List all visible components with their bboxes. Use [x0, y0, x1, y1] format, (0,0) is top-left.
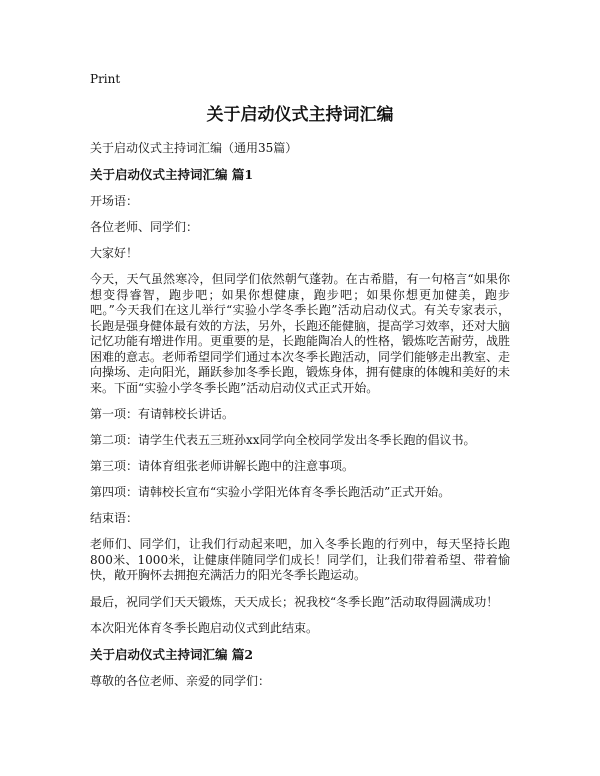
paragraph: 第四项：请韩校长宣布“实验小学阳光体育冬季长跑活动”正式开始。: [90, 485, 451, 499]
section-2: [90, 647, 510, 689]
section-heading: 关于启动仪式主持词汇编 篇1: [90, 167, 254, 182]
paragraph: 第二项：请学生代表五三班孙xx同学向全校同学发出冬季长跑的倡议书。: [90, 433, 476, 447]
paragraph: 第三项：请体育组张老师讲解长跑中的注意事项。: [90, 459, 355, 473]
paragraph: 大家好！: [90, 246, 139, 260]
paragraph: 本次阳光体育冬季长跑启动仪式到此结束。: [90, 620, 319, 635]
paragraph: 今天，天气虽然寒冷，但同学们依然朝气蓬勃。在古希腊，有一句格言“如果你想变得睿智，跑步吧；如果你想健康，跑步吧；如果你想更加健美，跑步吧。”今天我们在这儿举行“实验小学冬季长跑”活动启动仪式。有关专家表示，长跑是强身健体最有效的方法，另外，长跑还能健脑，提高学习效率，还对大脑记忆功能有增进作用。更重要的是，长跑能陶冶人的性格，锻炼吃苦耐劳，战胜困难的意志。老师希望同学们通过本次冬季长跑活动，同学们能够走出教室、走向操场、走向阳光，踊跃参加冬季长跑，锻炼身体，拥有健康的体魄和美好的未来。下面“实验小学冬季长跑”活动启动仪式正式开始。: [90, 272, 511, 395]
paragraph: 尊敬的各位老师、亲爱的同学们：: [90, 673, 271, 688]
paragraph: 各位老师、同学们：: [90, 220, 199, 234]
paragraph: 开场语：: [90, 194, 139, 208]
page-title: 关于启动仪式主持词汇编: [206, 105, 394, 125]
paragraph: 最后，祝同学们天天锻炼，天天成长；祝我校“冬季长跑”活动取得圆满成功！: [90, 594, 499, 609]
section-heading: 关于启动仪式主持词汇编 篇2: [90, 646, 254, 662]
section-1: [90, 167, 510, 636]
print-link[interactable]: Print: [90, 72, 121, 86]
paragraph: 老师们、同学们，让我们行动起来吧，加入冬季长跑的行列中，每天坚持长跑800米、1000米，让健康伴随同学们成长！同学们，让我们带着希望、带着愉快，敞开胸怀去拥抱充满活力的阳光冬季长跑运动。: [90, 537, 510, 582]
document-subtitle: 关于启动仪式主持词汇编（通用35篇）: [90, 141, 298, 155]
paragraph: 结束语：: [90, 511, 139, 525]
paragraph: 第一项：有请韩校长讲话。: [90, 407, 235, 421]
